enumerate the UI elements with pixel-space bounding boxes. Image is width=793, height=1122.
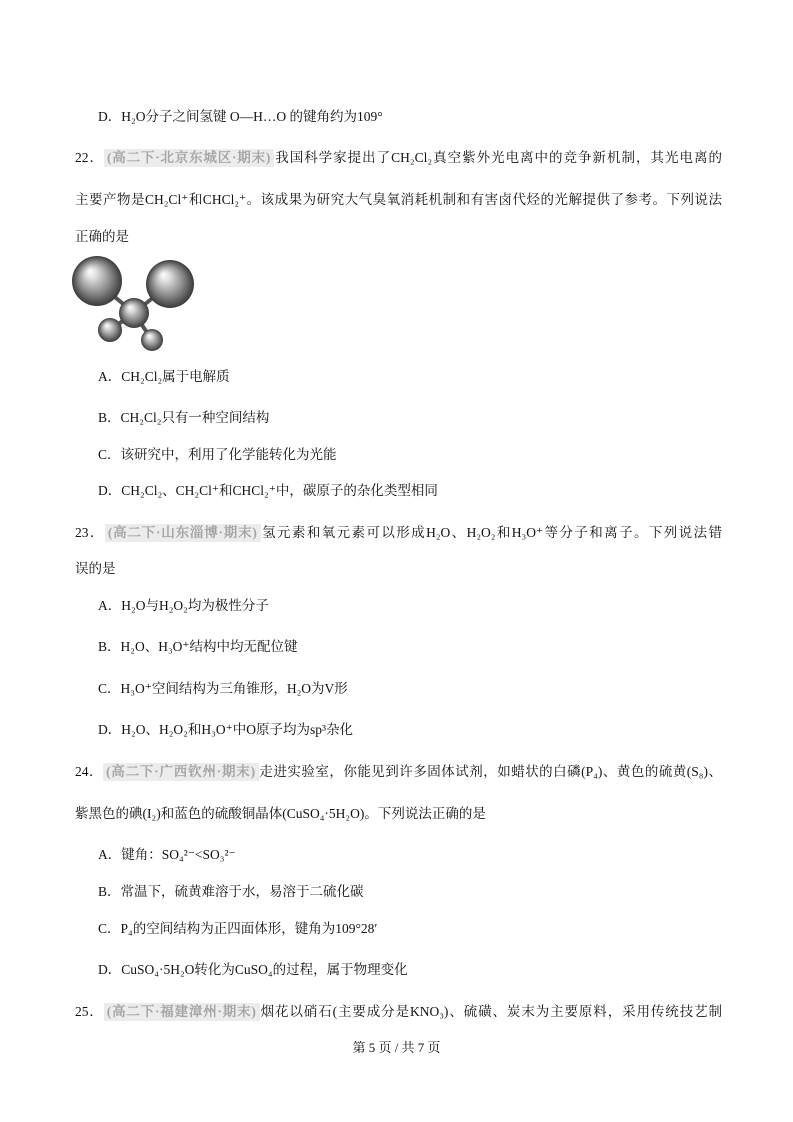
option-label: B． xyxy=(98,884,121,899)
question-number: 23． xyxy=(75,525,105,540)
option-text: H₃O⁺空间结构为三角锥形，H₂O为V形 xyxy=(120,681,348,696)
question-source-tag: (高二下·山东淄博·期末) xyxy=(105,524,261,542)
question-stem-line: 紫黑色的碘(I₂)和蓝色的硫酸铜晶体(CuSO₄·5H₂O)。下列说法正确的是 xyxy=(75,806,486,821)
option-d xyxy=(98,961,408,979)
option-label: D． xyxy=(98,109,122,124)
option-label: D． xyxy=(98,722,122,737)
option-text: H₂O、H₂O₂和H₃O⁺中O原子均为sp³杂化 xyxy=(121,722,353,737)
option-b xyxy=(98,883,364,901)
question-stem-line xyxy=(75,763,722,781)
option-text: 常温下，硫黄难溶于水，易溶于二硫化碳 xyxy=(120,884,364,899)
question-stem-text: 我国科学家提出了CH₂Cl₂真空紫外光电离中的竞争新机制，其光电离的 xyxy=(274,150,722,165)
question-number: 24． xyxy=(75,764,103,779)
option-label: B． xyxy=(98,639,121,654)
molecule-ball-and-stick-model xyxy=(70,253,200,355)
option-c xyxy=(98,920,377,938)
option-b xyxy=(98,638,298,656)
option-label: A． xyxy=(98,369,122,384)
option-label: C． xyxy=(98,447,121,462)
previous-question-option-d xyxy=(98,108,383,126)
hydrogen-atom-left xyxy=(98,318,122,342)
question-stem-text: 走进实验室，你能见到许多固体试剂，如蜡状的白磷(P₄)、黄色的硫黄(S₈)、 xyxy=(258,764,722,779)
option-a xyxy=(98,597,269,615)
option-a xyxy=(98,368,230,386)
option-label: C． xyxy=(98,921,121,936)
question-source-tag: (高二下·北京东城区·期末) xyxy=(104,149,274,167)
hydrogen-atom-right xyxy=(141,329,163,351)
option-c xyxy=(98,446,337,464)
option-d xyxy=(98,721,353,739)
option-label: B． xyxy=(98,410,121,425)
option-text: H₂O分子之间氢键 O—H…O 的键角约为109° xyxy=(121,109,383,124)
option-d xyxy=(98,482,438,500)
question-stem-line xyxy=(75,1003,722,1021)
chlorine-atom-right xyxy=(146,260,194,308)
question-number: 25． xyxy=(75,1004,104,1019)
option-text: P₄的空间结构为正四面体形，键角为109°28′ xyxy=(120,921,378,936)
question-stem-text: 烟花以硝石(主要成分是KNO₃)、硫磺、炭末为主要原料，采用传统技艺制 xyxy=(259,1004,722,1019)
option-text: CH₂Cl₂、CH₂Cl⁺和CHCl₂⁺中，碳原子的杂化类型相同 xyxy=(121,483,438,498)
question-source-tag: (高二下·福建漳州·期末) xyxy=(104,1003,260,1021)
option-c xyxy=(98,680,348,698)
question-number: 22． xyxy=(75,150,104,165)
page-footer-indicator: 第 5 页 / 共 7 页 xyxy=(352,1040,441,1055)
question-stem-line xyxy=(75,149,722,167)
question-stem-line: 主要产物是CH₂Cl⁺和CHCl₂⁺。该成果为研究大气臭氧消耗机制和有害卤代烃的光解提供了参考。下列说法 xyxy=(75,192,722,207)
question-stem-line: 误的是 xyxy=(75,561,116,576)
option-text: H₂O与H₂O₂均为极性分子 xyxy=(121,598,269,613)
option-text: CH₂Cl₂属于电解质 xyxy=(121,369,230,384)
option-text: H₂O、H₃O⁺结构中均无配位键 xyxy=(120,639,298,654)
carbon-atom xyxy=(119,298,149,328)
option-text: 键角：SO₄²⁻<SO₃²⁻ xyxy=(121,847,236,862)
option-label: D． xyxy=(98,483,122,498)
option-text: CH₂Cl₂只有一种空间结构 xyxy=(120,410,270,425)
option-b xyxy=(98,409,269,427)
option-label: A． xyxy=(98,598,122,613)
question-stem-text: 氢元素和氧元素可以形成H₂O、H₂O₂和H₃O⁺等分子和离子。下列说法错 xyxy=(260,525,722,540)
option-text: CuSO₄·5H₂O转化为CuSO₄的过程，属于物理变化 xyxy=(121,962,408,977)
option-label: A． xyxy=(98,847,122,862)
option-label: C． xyxy=(98,681,121,696)
chlorine-atom-left xyxy=(72,256,122,306)
question-stem-line: 正确的是 xyxy=(75,229,129,244)
question-source-tag: (高二下·广西钦州·期末) xyxy=(103,763,259,781)
option-label: D． xyxy=(98,962,122,977)
option-a xyxy=(98,846,236,864)
question-stem-line xyxy=(75,524,722,542)
option-text: 该研究中，利用了化学能转化为光能 xyxy=(120,447,337,462)
